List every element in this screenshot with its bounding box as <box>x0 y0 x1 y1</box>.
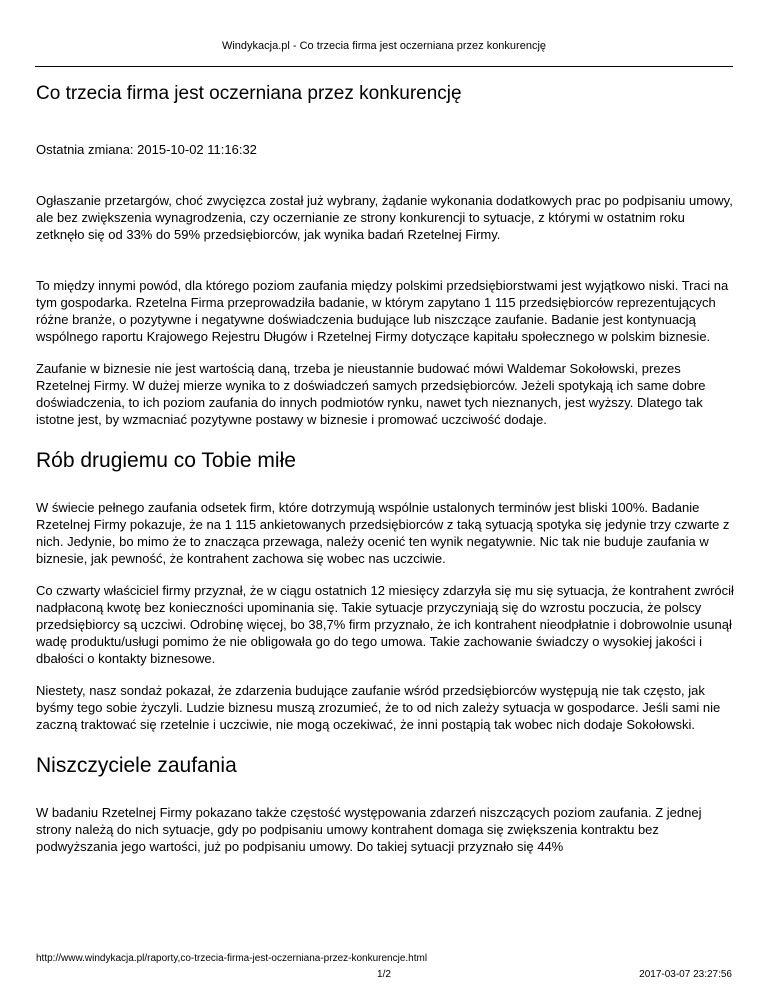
paragraph-5: Co czwarty właściciel firmy przyznał, że w ciągu ostatnich 12 miesięcy zdarzyła się mu się sytuacja, że kontrahent zwrócił nadpłaconą kwotę bez konieczności upominania się. Takie sytuacje przyczyniają się do wzrostu poczucia, że polscy przedsiębiorcy są uczciwi. Odrobinę więcej, bo 38,7% firm przyznało, że ich kontrahent nieodpłatnie i dobrowolnie usunął wadę produktu/usługi pomimo że nie obligowała go do tego umowa. Takie zachowanie świadczy o wysokiej jakości i dbałości o kontakty biznesowe. <box>36 583 734 666</box>
paragraph-6: Niestety, nasz sondaż pokazał, że zdarzenia budujące zaufanie wśród przedsiębiorców występują nie tak często, jak byśmy tego sobie życzyli. Ludzie biznesu muszą zrozumieć, że to od nich zależy sytuacja w gospodarce. Jeśli sami nie zaczną traktować się rzetelnie i uczciwie, nie mogą oczekiwać, że inni postąpią tak wobec nich dodaje Sokołowski. <box>36 683 721 732</box>
paragraph-2: To między innymi powód, dla którego poziom zaufania między polskimi przedsiębiorstwami jest wyjątkowo niski. Traci na tym gospodarka. Rzetelna Firma przeprowadziła badanie, w którym zapytano 1 115 przedsiębiorców reprezentujących różne branże, o pozytywne i negatywne doświadczenia budujące lub niszczące zaufanie. Badanie jest kontynuacją wspólnego raportu Krajowego Rejestru Długów i Rzetelnej Firmy dotyczące kapitału społecznego w polskim biznesie. <box>36 278 729 344</box>
section-heading-2: Niszczyciele zaufania <box>36 754 237 777</box>
section-heading-1: Rób drugiemu co Tobie miłe <box>36 449 296 472</box>
header-divider <box>35 66 733 67</box>
paragraph-4: W świecie pełnego zaufania odsetek firm, które dotrzymują wspólnie ustalonych terminów jest bliski 100%. Badanie Rzetelnej Firmy pokazuje, że na 1 115 ankietowanych przedsiębiorców z taką sytuacją spotyka się jedynie trzy czwarte z nich. Jedynie, bo mimo że to znacząca przewaga, należy ocenić ten wynik negatywnie. Nic tak nie buduje zaufania w biznesie, jak pewność, że kontrahent zachowa się wobec nas uczciwie. <box>36 500 730 566</box>
paragraph-3: Zaufanie w biznesie nie jest wartością daną, trzeba je nieustannie budować mówi Waldemar Sokołowski, prezes Rzetelnej Firmy. W dużej mierze wynika to z doświadczeń samych przedsiębiorców. Jeżeli spotykają ich same dobre doświadczenia, to ich poziom zaufania do innych podmiotów rynku, nawet tych nieznanych, jest wyższy. Dlatego tak istotne jest, by wzmacniać pozytywne postawy w biznesie i promować uczciwość dodaje. <box>36 361 706 427</box>
paragraph-7: W badaniu Rzetelnej Firmy pokazano także częstość występowania zdarzeń niszczących poziom zaufania. Z jednej strony należą do nich sytuacje, gdy po podpisaniu umowy kontrahent domaga się zwiększenia kontraktu bez podwyższania jego wartości, już po podpisaniu umowy. Do takiej sytuacji przyznało się 44% <box>36 805 702 854</box>
page-header: Windykacja.pl - Co trzecia firma jest oczerniana przez konkurencję <box>221 40 547 52</box>
article <box>36 82 736 855</box>
last-modified: Ostatnia zmiana: 2015-10-02 11:16:32 <box>36 142 257 157</box>
article-title: Co trzecia firma jest oczerniana przez konkurencję <box>36 83 462 104</box>
page-number: 1/2 <box>377 969 391 980</box>
footer-timestamp: 2017-03-07 23:27:56 <box>639 969 732 980</box>
footer-url-link[interactable]: http://www.windykacja.pl/raporty,co-trzecia-firma-jest-oczerniana-przez-konkurencje.html <box>36 953 428 964</box>
paragraph-1: Ogłaszanie przetargów, choć zwycięzca został już wybrany, żądanie wykonania dodatkowych prac po podpisaniu umowy, ale bez zwiększenia wynagrodzenia, czy oczernianie ze strony konkurencji to sytuacje, z którymi w ostatnim roku zetknęło się od 33% do 59% przedsiębiorców, jak wynika badań Rzetelnej Firmy. <box>36 193 733 242</box>
